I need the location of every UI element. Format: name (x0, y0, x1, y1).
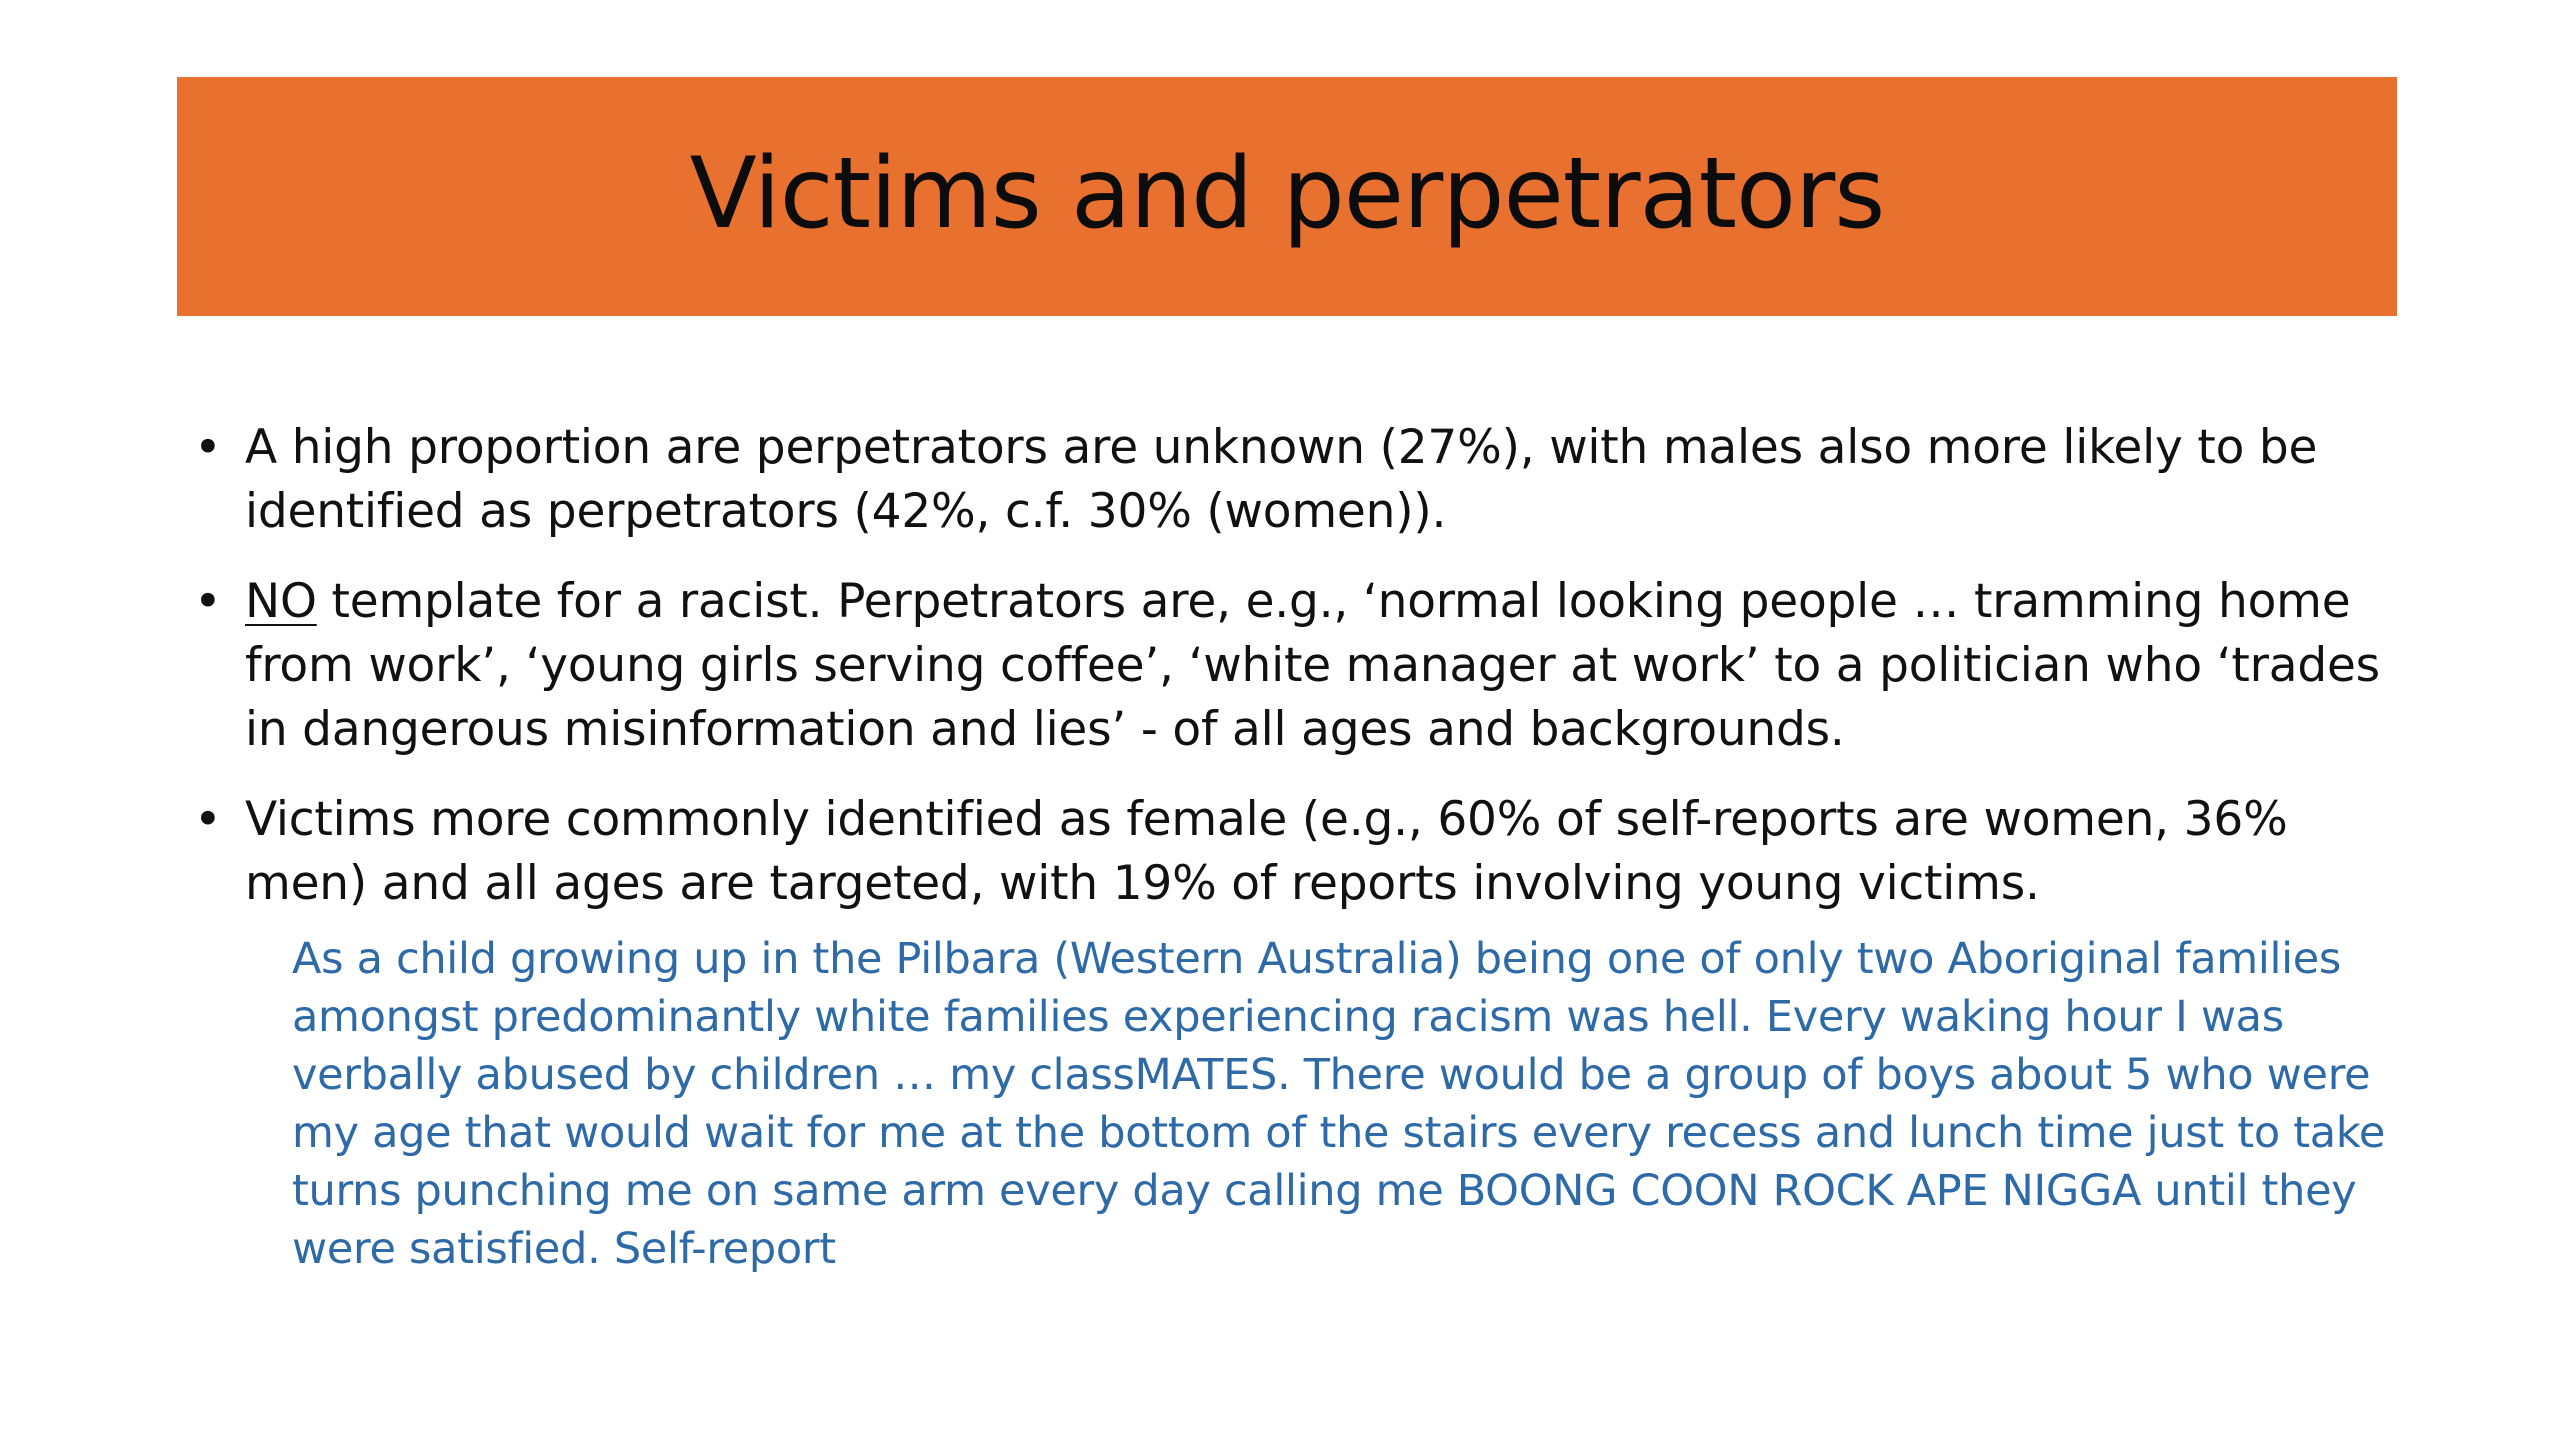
bullet-text: A high proportion are perpetrators are unknown (27%), with males also more likely to be identified as perpetrators (42%, c.f. 30% (women)). (245, 420, 2318, 539)
bullet-marker: • (194, 792, 222, 847)
slide-title: Victims and perpetrators (689, 136, 1885, 251)
title-banner (177, 77, 2397, 316)
bullet-marker: • (194, 574, 222, 629)
bullet-text: Victims more commonly identified as female (e.g., 60% of self-reports are women, 36% men) and all ages are targeted, with 19% of reports involving young victims. (245, 792, 2288, 911)
bullet-text: template for a racist. Perpetrators are, e.g., ‘normal looking people … tramming home from work’, ‘young girls serving coffee’, ‘white manager at work’ to a politician who ‘trades in dangerous misinformation and lies’ - of all ages and backgrounds. (245, 574, 2380, 757)
emphasis-no: NO (245, 574, 317, 629)
bullet-list (190, 416, 2400, 942)
bullet-item-victims (190, 788, 2400, 916)
self-report-quote: As a child growing up in the Pilbara (Western Australia) being one of only two Aboriginal families amongst predominantly white families experiencing racism was hell. Every waking hour I was verbally abused by children … my classMATES. There would be a group of boys about 5 who were my age that would wait for me at the bottom of the stairs every recess and lunch time just to take turns punching me on same arm every day calling me BOONG COON ROCK APE NIGGA until they were satisfied. Self-report (292, 934, 2386, 1274)
bullet-item-no-template (190, 570, 2400, 762)
bullet-marker: • (194, 420, 222, 475)
bullet-item-unknown-perpetrators (190, 416, 2400, 544)
